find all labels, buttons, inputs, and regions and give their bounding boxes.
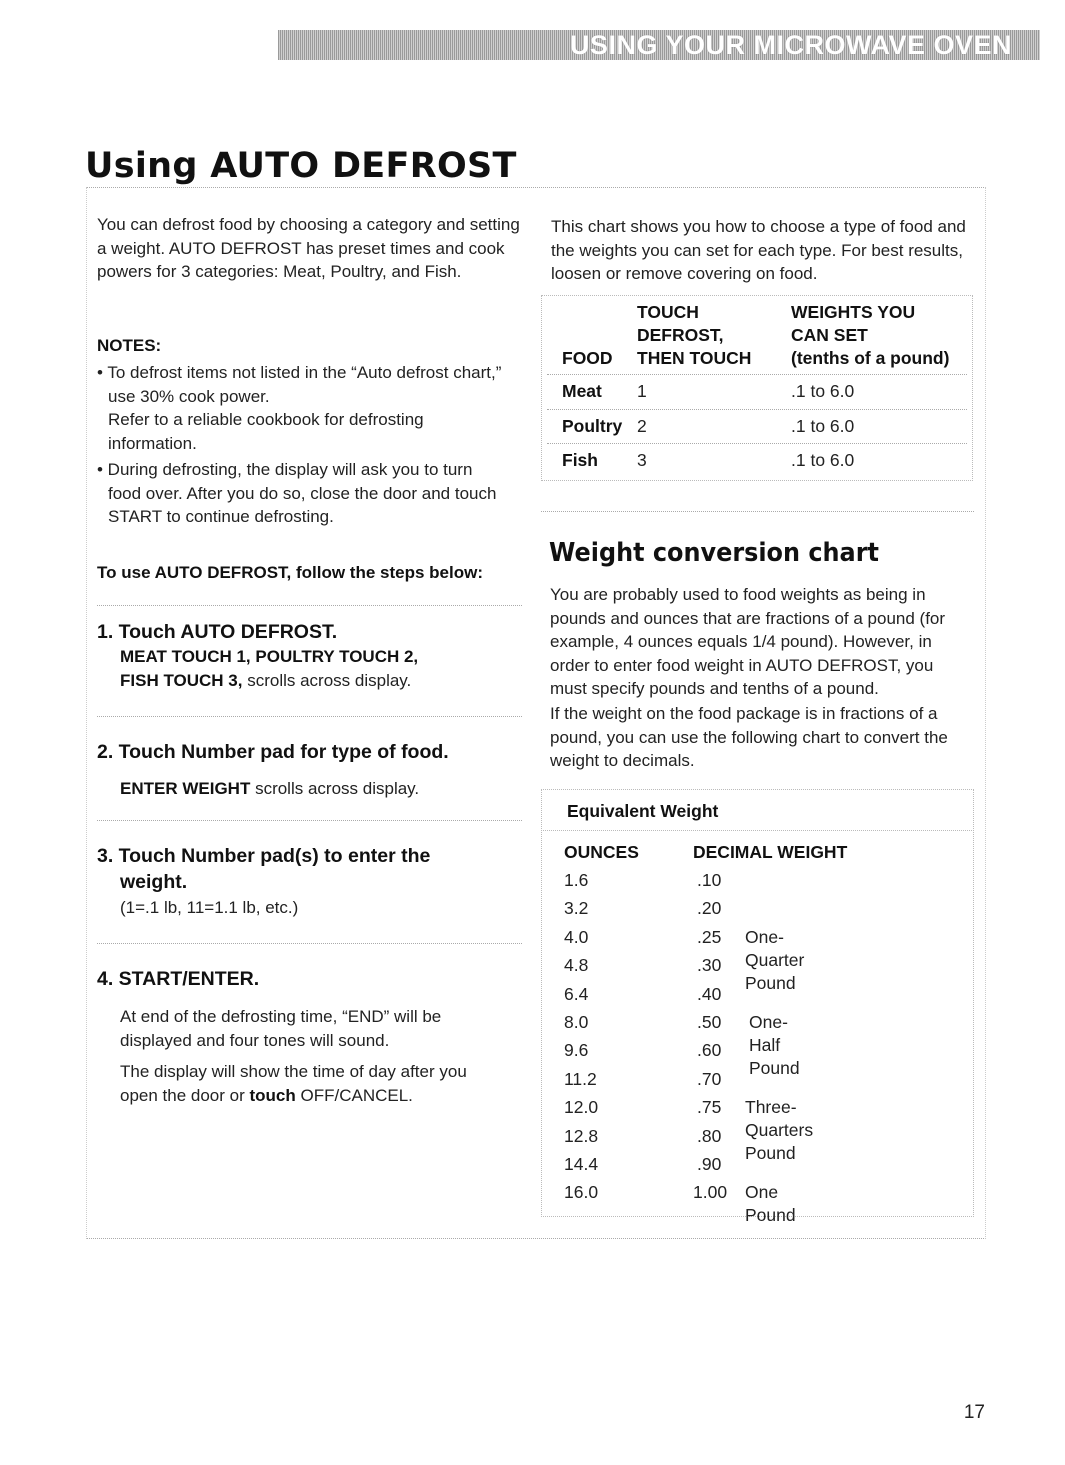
table-cell-note: One-Half Pound [749,1012,800,1078]
intro-paragraph: You can defrost food by choosing a category and setting a weight. AUTO DEFROST has preset times and cook powers for 3 categories: Meat, Poultry, and Fish. [97,215,520,281]
table-cell-ounces: 8.0 [564,1012,589,1032]
notes-bullet-2 [97,458,527,529]
step-4-text: OFF/CANCEL. [295,1085,413,1105]
step-4-line: displayed and four tones will sound. [120,1030,390,1050]
divider [97,820,522,821]
header-line: WEIGHTS YOU [791,302,916,322]
table-cell-ounces: 11.2 [564,1068,597,1089]
page-number: 17 [963,1402,985,1423]
weight-para-1: You are probably used to food weights as being in pounds and ounces that are fractions of a pound (for example, 4 ounces equals 1/4 pound). However, in order to enter food weight in AUTO DEFROST, you must specify pounds and tenths of a pound. [550,585,946,698]
bullet-line: use 30% cook power. [108,386,270,406]
chart-intro: This chart shows you how to choose a type of food and the weights you can set for each type. For best results, loosen or remove covering on food. [551,217,966,283]
table-cell-ounces: 12.8 [564,1125,599,1146]
header-line: THEN TOUCH [637,348,752,368]
bullet-line: • During defrosting, the display will ask you to turn [97,460,473,479]
divider [97,605,522,606]
bullet-line: food over. After you do so, close the door and touch [108,483,497,503]
table-cell-weights: .1 to 6.0 [791,381,855,401]
table-rule [547,374,967,375]
table-cell-touch: 1 [637,381,647,401]
table-cell-ounces: 4.0 [564,926,589,947]
table-cell-weights: .1 to 6.0 [791,450,855,470]
table-cell-note: One Pound [745,1182,796,1226]
table-cell-decimal: .10 [697,870,722,890]
step-1-bold-line: MEAT TOUCH 1, POULTRY TOUCH 2, [120,647,419,666]
step-4-line: The display will show the time of day after you [120,1062,467,1081]
table-cell-ounces: 16.0 [564,1182,599,1203]
header-line: TOUCH [637,302,699,322]
steps-intro: To use AUTO DEFROST, follow the steps below: [97,563,483,582]
step-4-bold: touch [249,1085,296,1105]
notes-heading: NOTES: [97,336,162,355]
step-1-text: scrolls across display. [242,670,412,690]
table-cell-decimal: .50 [697,1012,722,1032]
table-cell-decimal: .75 [697,1097,722,1118]
table-cell-decimal: 1.00 [693,1182,728,1203]
table-cell-note: Three-Quarters Pound [745,1097,814,1164]
step-2-text: scrolls across display. [250,779,420,798]
banner-title: USING YOUR MICROWAVE OVEN [569,30,1012,60]
step-4-line: At end of the defrosting time, “END” will be [120,1007,442,1026]
step-3-heading [97,843,430,895]
table-cell-ounces: 9.6 [564,1040,589,1061]
step-3-body: (1=.1 lb, 11=1.1 lb, etc.) [120,898,299,917]
header-line: DEFROST, [637,325,724,345]
weight-conversion-heading: Weight conversion chart [549,538,879,568]
step-1-bold: FISH TOUCH 3, [120,670,243,690]
table-cell-food: Poultry [562,416,623,436]
weight-para-2: If the weight on the food package is in fractions of a pound, you can use the following chart to convert the weight to decimals. [550,704,948,770]
col-header-touch [637,301,751,370]
table-cell-ounces: 12.0 [564,1097,599,1118]
table-cell-decimal: .40 [697,983,722,1004]
bullet-line: • To defrost items not listed in the “Auto defrost chart,” [97,363,502,382]
table-rule [547,409,967,410]
table-cell-note: One-Quarter Pound [745,926,805,993]
step-3-heading-line: weight. [120,871,188,893]
table-cell-decimal: .80 [697,1125,722,1146]
table-cell-food: Meat [562,381,602,401]
divider [97,943,522,944]
table-cell-decimal: .20 [697,898,722,919]
header-line: (tenths of a pound) [791,348,950,368]
bullet-line: information. [108,433,197,453]
table-cell-touch: 2 [637,416,647,436]
step-2-heading: 2. Touch Number pad for type of food. [97,741,449,763]
step-1-body [120,645,520,692]
notes-bullet-1 [97,361,527,455]
step-3-heading-line: 3. Touch Number pad(s) to enter the [97,845,431,867]
step-2-bold: ENTER WEIGHT [120,779,251,798]
table-cell-decimal: .90 [697,1154,722,1174]
table-cell-decimal: .60 [697,1040,722,1061]
page-title: Using AUTO DEFROST [85,146,517,186]
table-cell-decimal: .30 [697,955,722,976]
bullet-line: START to continue defrosting. [108,507,334,526]
step-2-body [120,777,520,801]
col-header-ounces: OUNCES [564,842,639,862]
table-title: Equivalent Weight [567,801,719,821]
table-cell-decimal: .25 [697,926,722,947]
step-4-body [120,1005,520,1107]
col-header-decimal: DECIMAL WEIGHT [693,842,848,862]
table-cell-touch: 3 [637,450,647,470]
step-4-text: open the door or [120,1085,250,1105]
table-cell-weights: .1 to 6.0 [791,416,855,436]
step-1-heading: 1. Touch AUTO DEFROST. [97,621,338,643]
divider [97,716,522,717]
divider [541,511,974,512]
col-header-weights [791,301,949,370]
table-cell-ounces: 1.6 [564,870,589,890]
col-header-food: FOOD [562,348,613,368]
table-cell-ounces: 14.4 [564,1154,599,1174]
table-cell-food: Fish [562,450,598,470]
table-cell-decimal: .70 [697,1068,722,1089]
header-banner [278,30,1040,60]
table-cell-ounces: 3.2 [564,898,589,919]
step-4-line [120,1084,520,1108]
header-line: CAN SET [791,325,868,345]
table-cell-ounces: 4.8 [564,955,589,976]
bullet-line: Refer to a reliable cookbook for defrosting [108,410,424,429]
table-cell-ounces: 6.4 [564,983,589,1004]
table-rule [547,443,967,444]
step-4-heading: 4. START/ENTER. [97,968,260,990]
step-1-line-2 [120,669,520,693]
